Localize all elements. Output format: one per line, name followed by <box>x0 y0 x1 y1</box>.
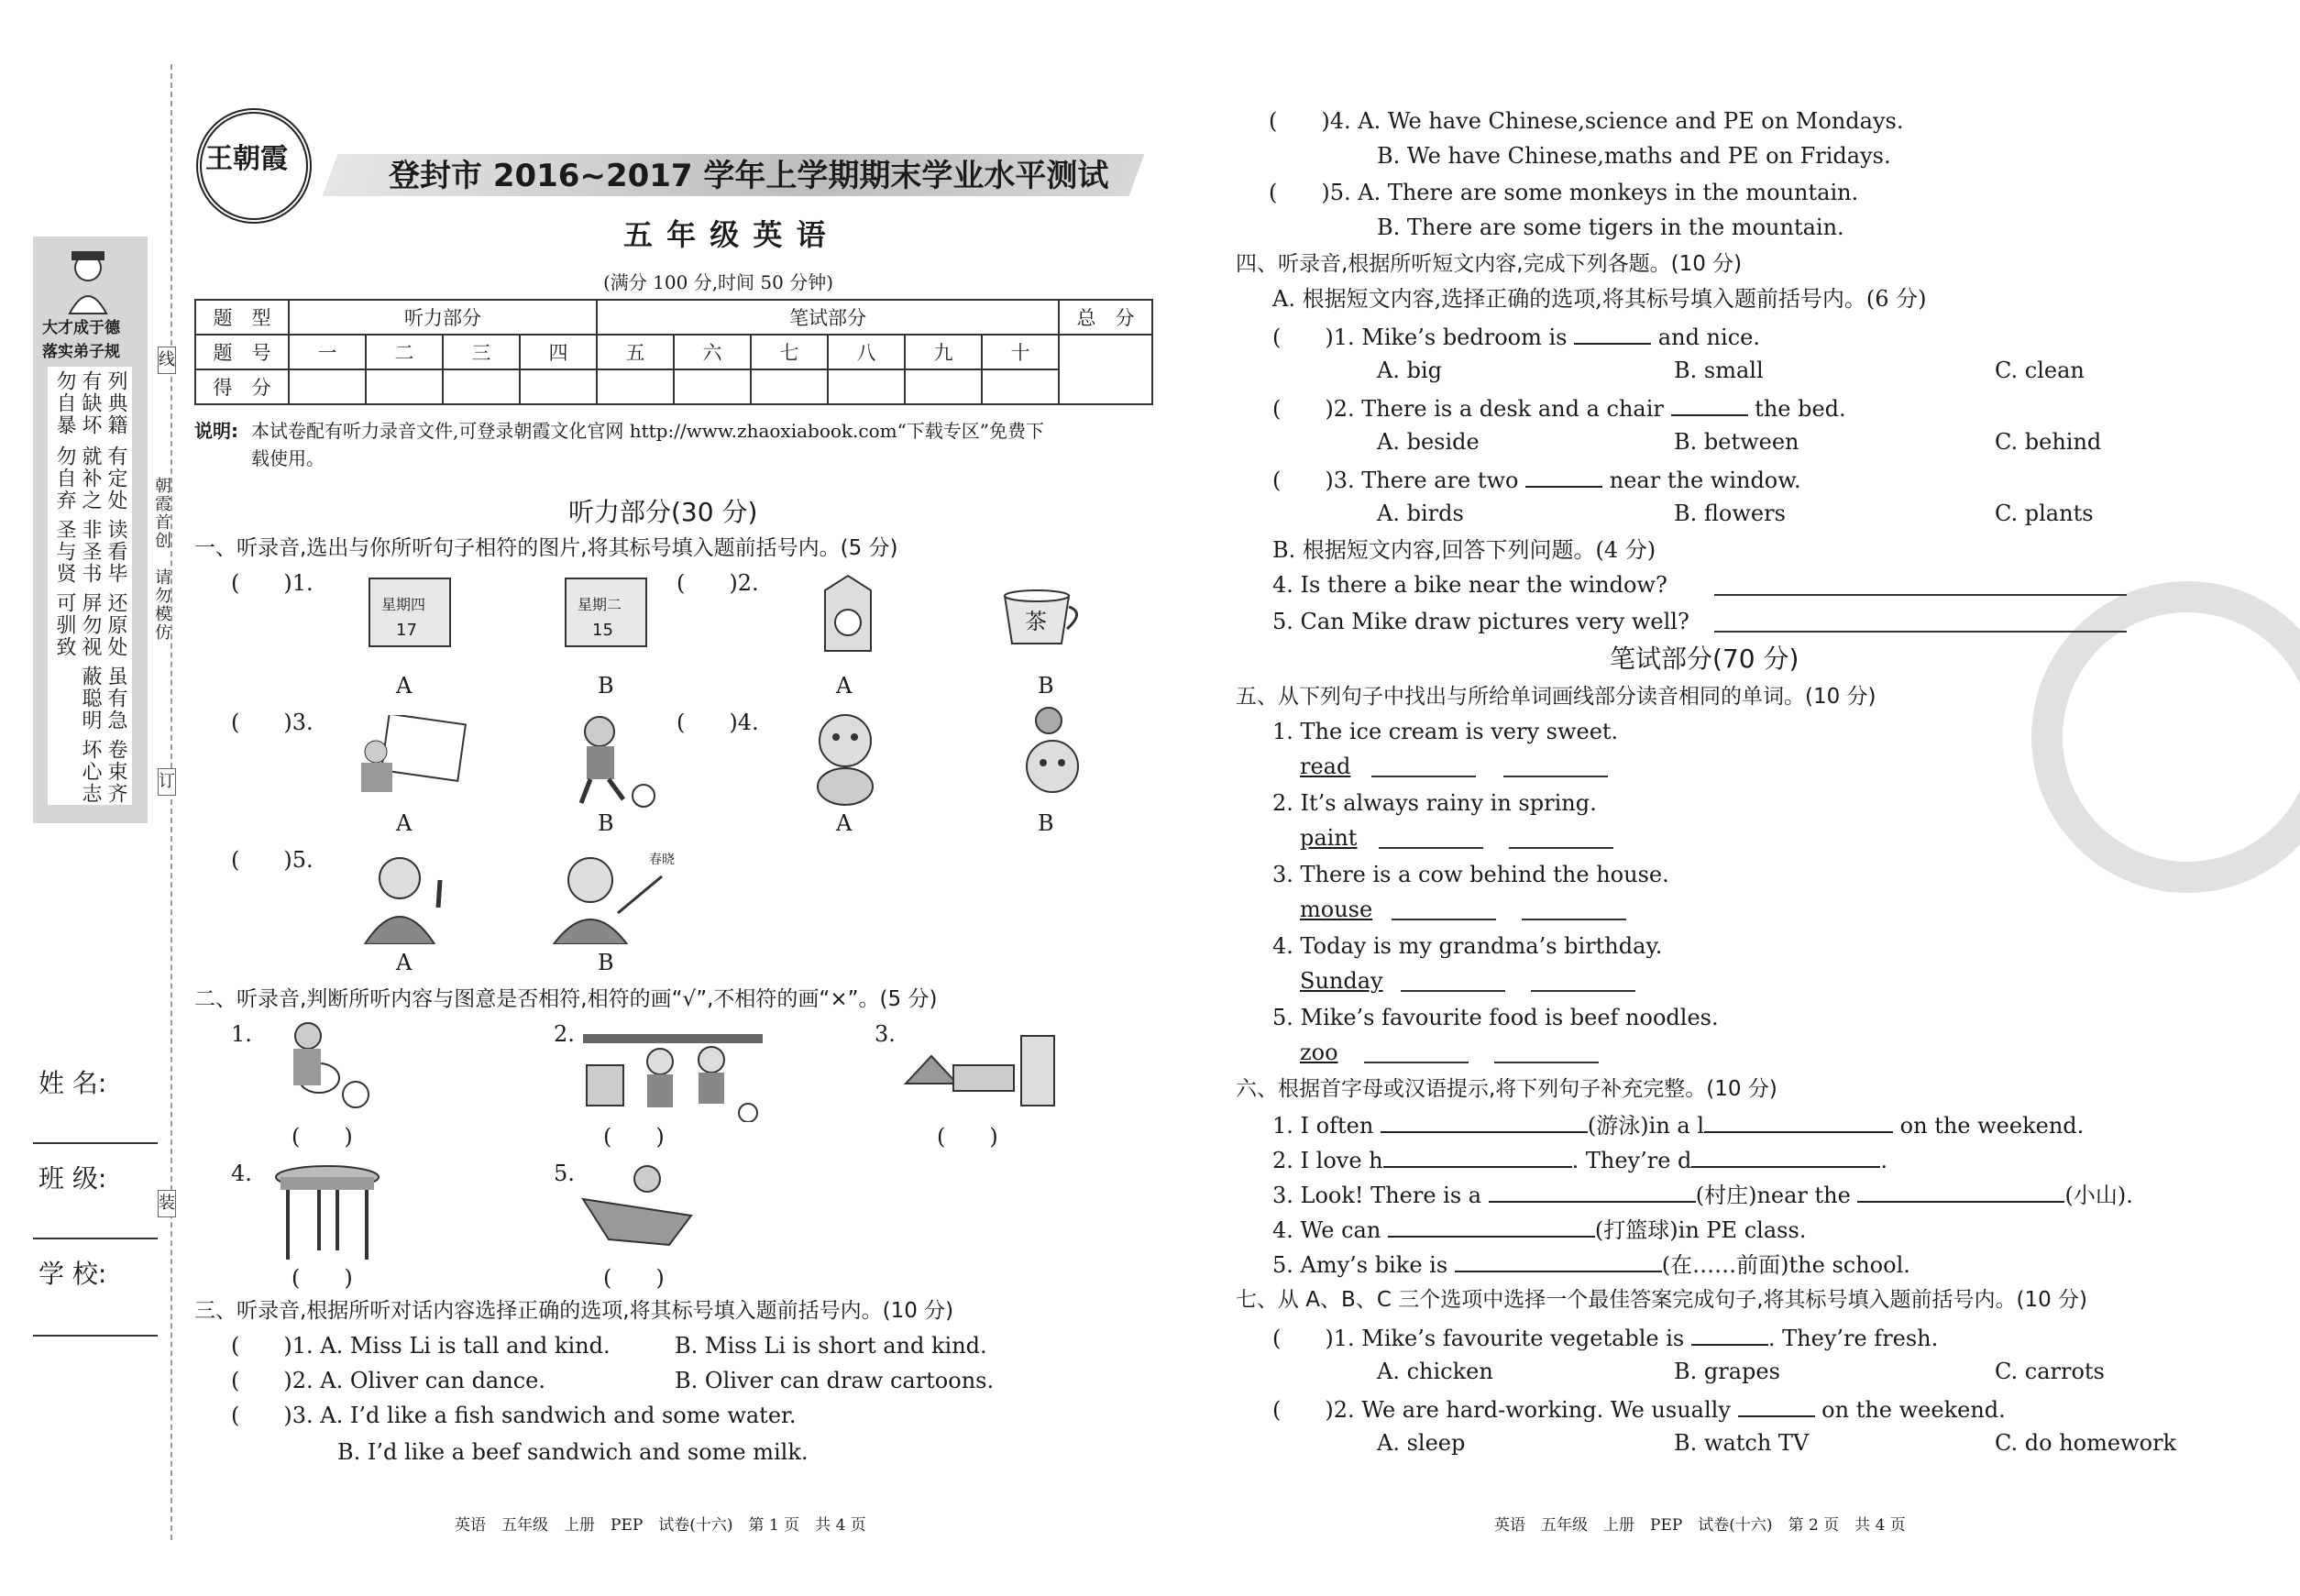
section-instruction: 一、听录音,选出与你所听句子相符的图片,将其标号填入题前括号内。(5 分) <box>194 536 898 560</box>
question-line: ( )3. There are two near the window. <box>1272 468 1801 493</box>
option-label: B <box>1038 810 1054 836</box>
seal-mark: 线 <box>158 347 176 374</box>
section-instruction: 四、听录音,根据所听短文内容,完成下列各题。(10 分) <box>1236 252 1743 276</box>
option-c: C. behind <box>1995 429 2102 455</box>
motto-column: 卷束齐 <box>105 739 127 805</box>
watermark-seal <box>2031 581 2300 893</box>
answer-blank[interactable] <box>1364 1062 1469 1063</box>
sentence: 3. There is a cow behind the house. <box>1272 862 1669 887</box>
answer-line[interactable] <box>1714 594 2127 596</box>
score-cell: 六 <box>674 335 751 369</box>
dog-picture <box>799 708 891 809</box>
score-cell: 一 <box>289 335 366 369</box>
answer-blank[interactable] <box>1401 990 1505 992</box>
answer-bracket[interactable]: ( )5. <box>231 847 314 873</box>
option-c: C. clean <box>1995 358 2085 383</box>
question-line: ( )1. A. Miss Li is tall and kind. <box>231 1333 611 1359</box>
option-c: C. do homework <box>1995 1430 2177 1456</box>
answer-bracket[interactable]: ( )2. <box>677 570 759 596</box>
fill-sentence: 4. We can (打篮球)in PE class. <box>1272 1217 1807 1243</box>
item-number: 4. <box>231 1161 252 1186</box>
given-word: paint <box>1300 825 1358 851</box>
option-c: C. plants <box>1995 501 2094 526</box>
answer-line[interactable] <box>1714 631 2127 633</box>
section-title: 听力部分(30 分) <box>568 497 758 527</box>
answer-blank[interactable] <box>1392 919 1496 920</box>
answer-bracket[interactable]: ( ) <box>603 1265 665 1291</box>
fill-sentence: 1. I often (游泳)in a l on the weekend. <box>1272 1113 2085 1139</box>
answer-blank[interactable] <box>1371 776 1476 777</box>
section-instruction: 二、听录音,判断所听内容与图意是否相符,相符的画“√”,不相符的画“×”。(5 分) <box>194 987 938 1011</box>
option-c: C. carrots <box>1995 1359 2105 1384</box>
boat-picture <box>581 1162 700 1249</box>
sentence: 2. It’s always rainy in spring. <box>1272 790 1597 816</box>
answer-blank[interactable] <box>1509 847 1613 849</box>
option-a: A. beside <box>1377 429 1480 455</box>
milk-carton-picture <box>816 572 880 655</box>
motto-column: 就补之 <box>79 446 102 512</box>
exam-info: (满分 100 分,时间 50 分钟) <box>603 271 834 293</box>
section-instruction: 五、从下列句子中找出与所给单词画线部分读音相同的单词。(10 分) <box>1236 685 1876 709</box>
option-b: B. grapes <box>1674 1359 1780 1384</box>
score-input[interactable] <box>828 369 905 404</box>
given-word: Sunday <box>1300 968 1383 994</box>
option-label: A <box>836 673 853 699</box>
motto-column: 圣与贤 <box>53 519 76 585</box>
score-input[interactable] <box>597 369 674 404</box>
bedroom-picture <box>904 1032 1058 1111</box>
motto-column: 还原处 <box>105 592 127 658</box>
section-title: 笔试部分(70 分) <box>1610 644 1799 674</box>
motto-a: 大才成于德 <box>42 319 120 337</box>
option-label: A <box>396 950 413 975</box>
score-cell: 得 分 <box>195 369 289 404</box>
score-input[interactable] <box>674 369 751 404</box>
option-b: B. flowers <box>1674 501 1786 526</box>
section-instruction: 三、听录音,根据所听对话内容选择正确的选项,将其标号填入题前括号内。(10 分) <box>194 1299 954 1323</box>
answer-bracket[interactable]: ( ) <box>603 1124 665 1150</box>
item-number: 3. <box>875 1021 896 1047</box>
score-cell: 题 型 <box>195 300 289 335</box>
question-option: B. We have Chinese,maths and PE on Fridays. <box>1377 143 1891 169</box>
option-b: B. small <box>1674 358 1764 383</box>
question-line: 5. Can Mike draw pictures very well? <box>1272 609 1689 634</box>
option-label: B <box>1038 673 1054 699</box>
question-line: ( )1. Mike’s favourite vegetable is . They’re fresh. <box>1272 1326 1939 1351</box>
table-picture <box>273 1164 381 1261</box>
kids-tv-picture <box>583 1034 763 1122</box>
score-cell: 五 <box>597 335 674 369</box>
answer-blank[interactable] <box>1503 776 1608 777</box>
question-line: ( )2. A. Oliver can dance. <box>231 1368 545 1393</box>
option-label: B <box>598 810 614 836</box>
item-number: 5. <box>554 1161 575 1186</box>
motto-column: 有定处 <box>105 446 127 512</box>
score-input[interactable] <box>520 369 597 404</box>
question-line: ( )3. A. I’d like a fish sandwich and some water. <box>231 1403 797 1428</box>
score-cell: 九 <box>905 335 982 369</box>
girl-guitar-picture <box>275 1019 376 1111</box>
calendar-day: 星期四 <box>381 596 426 613</box>
motto-column: 非圣书 <box>79 519 102 585</box>
motto-column: 有缺坏 <box>79 370 102 436</box>
answer-blank[interactable] <box>1379 847 1483 849</box>
question-line: ( )5. A. There are some monkeys in the mountain. <box>1269 180 1859 205</box>
motto-column: 读看毕 <box>105 519 127 585</box>
motto-b: 落实弟子规 <box>42 343 120 361</box>
boy-drawing-picture <box>348 715 468 798</box>
sentence: 5. Mike’s favourite food is beef noodles. <box>1272 1005 1719 1030</box>
copyright-note: 请勿模仿 <box>152 568 171 642</box>
answer-bracket[interactable]: ( )3. <box>231 710 314 735</box>
motto-column: 勿自暴 <box>53 370 76 436</box>
option-label: B <box>598 950 614 975</box>
question-line: ( )4. A. We have Chinese,science and PE on Mondays. <box>1269 108 1904 134</box>
option-label: A <box>396 673 413 699</box>
score-cell: 十 <box>982 335 1059 369</box>
given-word: zoo <box>1300 1040 1338 1065</box>
section-instruction: 六、根据首字母或汉语提示,将下列句子补充完整。(10 分) <box>1236 1077 1777 1101</box>
calendar-date: 15 <box>592 621 613 640</box>
cup-label: 茶 <box>1025 609 1047 634</box>
fill-sentence: 3. Look! There is a (村庄)near the (小山). <box>1272 1183 2133 1208</box>
logo-text: 王朝霞 <box>205 143 288 175</box>
option-a: A. sleep <box>1377 1430 1466 1456</box>
seal-mark: 装 <box>158 1190 176 1217</box>
score-table <box>194 299 1153 405</box>
calendar-day: 星期二 <box>578 596 622 613</box>
motto-column: 列典籍 <box>105 370 127 436</box>
score-cell: 二 <box>366 335 443 369</box>
boy-football-picture <box>563 711 664 812</box>
score-input[interactable] <box>982 369 1059 404</box>
question-option: B. I’d like a beef sandwich and some milk. <box>337 1439 809 1465</box>
class-field[interactable] <box>33 1238 158 1239</box>
name-label: 姓 名: <box>39 1068 107 1098</box>
motto-column: 蔽聪明 <box>79 666 102 732</box>
answer-blank[interactable] <box>1531 990 1635 992</box>
poem-label: 春晓 <box>649 853 675 867</box>
score-cell: 笔试部分 <box>597 300 1059 335</box>
class-label: 班 级: <box>39 1163 107 1194</box>
option-label: A <box>396 810 413 836</box>
given-word: read <box>1300 754 1351 779</box>
option-label: A <box>836 810 853 836</box>
sentence: 1. The ice cream is very sweet. <box>1272 719 1619 744</box>
total-score-cell[interactable] <box>1059 335 1152 404</box>
motto-column: 屏勿视 <box>79 592 102 658</box>
sub-instruction: A. 根据短文内容,选择正确的选项,将其标号填入题前括号内。(6 分) <box>1272 286 1927 312</box>
score-input[interactable] <box>289 369 366 404</box>
item-number: 2. <box>554 1021 575 1047</box>
question-line: ( )2. There is a desk and a chair the bed. <box>1272 396 1846 422</box>
score-input[interactable] <box>443 369 520 404</box>
subject-title: 五 年 级 英 语 <box>623 217 828 252</box>
score-cell: 题 号 <box>195 335 289 369</box>
option-b: B. between <box>1674 429 1799 455</box>
exam-title: 登封市 2016~2017 学年上学期期末学业水平测试 <box>389 158 1109 194</box>
score-cell: 三 <box>443 335 520 369</box>
motto-column: 可驯致 <box>53 592 76 658</box>
calendar-date: 17 <box>396 621 417 640</box>
answer-bracket[interactable]: ( )1. <box>231 570 314 596</box>
note-text: 载使用。 <box>251 447 325 469</box>
motto-column: 虽有急 <box>105 666 127 732</box>
section-instruction: 七、从 A、B、C 三个选项中选择一个最佳答案完成句子,将其标号填入题前括号内。(10 分) <box>1236 1288 2088 1312</box>
motto-column: 勿自弃 <box>53 446 76 512</box>
question-option: B. Miss Li is short and kind. <box>675 1333 987 1359</box>
note-text: 本试卷配有听力录音文件,可登录朝霞文化官网 http://www.zhaoxiabook.com“下载专区”免费下 <box>251 420 1045 442</box>
question-option: B. Oliver can draw cartoons. <box>675 1368 995 1393</box>
answer-bracket[interactable]: ( )4. <box>677 710 759 735</box>
score-cell: 总 分 <box>1059 300 1152 335</box>
option-a: A. big <box>1377 358 1442 383</box>
question-line: 4. Is there a bike near the window? <box>1272 572 1667 598</box>
sentence: 4. Today is my grandma’s birthday. <box>1272 933 1663 959</box>
fold-line <box>171 64 172 1540</box>
answer-bracket[interactable]: ( ) <box>292 1265 353 1291</box>
page-footer: 英语 五年级 上册 PEP 试卷(十六) 第 1 页 共 4 页 <box>455 1516 866 1535</box>
name-field[interactable] <box>33 1142 158 1144</box>
school-field[interactable] <box>33 1335 158 1337</box>
score-cell: 听力部分 <box>289 300 597 335</box>
option-a: A. chicken <box>1377 1359 1493 1384</box>
seal-mark: 订 <box>158 768 176 796</box>
score-input[interactable] <box>366 369 443 404</box>
option-a: A. birds <box>1377 501 1464 526</box>
dog-ball-picture <box>1012 706 1095 807</box>
item-number: 1. <box>231 1021 252 1047</box>
scholar-illustration <box>51 242 125 315</box>
question-option: B. There are some tigers in the mountain. <box>1377 215 1844 240</box>
answer-blank[interactable] <box>1522 919 1626 920</box>
school-label: 学 校: <box>39 1259 107 1289</box>
answer-bracket[interactable]: ( ) <box>292 1124 353 1150</box>
motto-column: 坏心志 <box>79 739 102 805</box>
option-b: B. watch TV <box>1674 1430 1810 1456</box>
score-input[interactable] <box>751 369 828 404</box>
option-label: B <box>598 673 614 699</box>
score-cell: 八 <box>828 335 905 369</box>
note-label: 说明: <box>194 420 238 442</box>
score-cell: 七 <box>751 335 828 369</box>
answer-blank[interactable] <box>1494 1062 1599 1063</box>
question-line: ( )2. We are hard-working. We usually on the weekend. <box>1272 1397 2006 1423</box>
score-input[interactable] <box>905 369 982 404</box>
copyright-note: 朝霞首创 <box>152 477 171 550</box>
sub-instruction: B. 根据短文内容,回答下列问题。(4 分) <box>1272 537 1656 563</box>
answer-bracket[interactable]: ( ) <box>937 1124 998 1150</box>
given-word: mouse <box>1300 897 1373 922</box>
page-footer: 英语 五年级 上册 PEP 试卷(十六) 第 2 页 共 4 页 <box>1494 1516 1906 1535</box>
score-cell: 四 <box>520 335 597 369</box>
man-picture <box>356 853 457 944</box>
fill-sentence: 2. I love h . They’re d . <box>1272 1148 1888 1173</box>
question-line: ( )1. Mike’s bedroom is and nice. <box>1272 325 1760 350</box>
fill-sentence: 5. Amy’s bike is (在……前面)the school. <box>1272 1252 1910 1278</box>
